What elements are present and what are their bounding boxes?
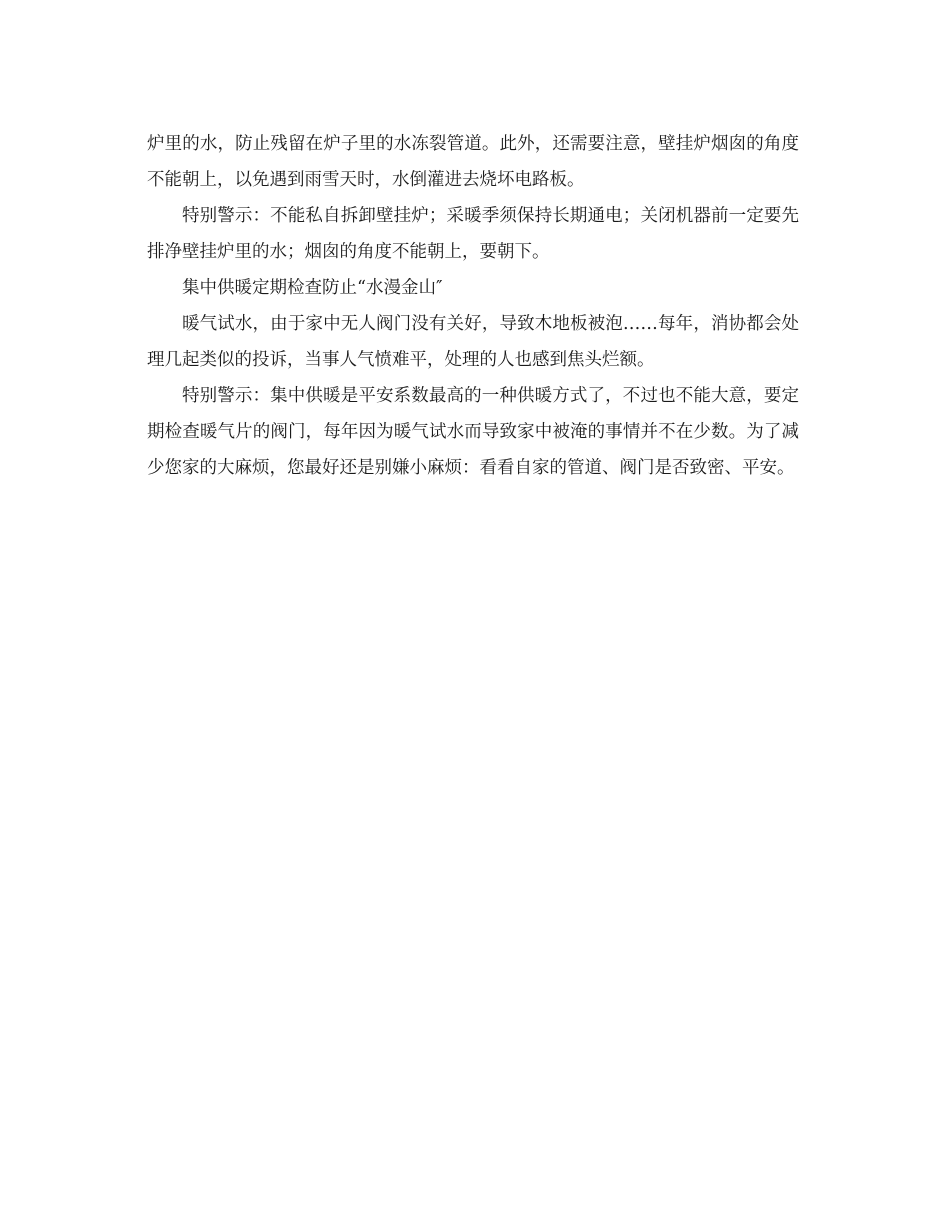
paragraph-continuation: 炉里的水，防止残留在炉子里的水冻裂管道。此外，还需要注意，壁挂炉烟囱的角度不能朝上，以免遇到雨雪天时，水倒灌进去烧坏电路板。 (147, 134, 799, 190)
paragraph-heating-test: 暖气试水，由于家中无人阀门没有关好，导致木地板被泡……每年，消协都会处理几起类似的投诉，当事人气愤难平，处理的人也感到焦头烂额。 (147, 314, 799, 370)
paragraph-warning-central-heating: 特别警示：集中供暖是平安系数最高的一种供暖方式了，不过也不能大意，要定期检查暖气片的阀门，每年因为暖气试水而导致家中被淹的事情并不在少数。为了减少您家的大麻烦，您最好还是别嫌小麻烦：看看自家的管道、阀门是否致密、平安。 (147, 386, 799, 478)
paragraph-warning-wall-boiler: 特别警示：不能私自拆卸壁挂炉；采暖季须保持长期通电；关闭机器前一定要先排净壁挂炉里的水；烟囱的角度不能朝上，要朝下。 (147, 206, 799, 262)
document-body (147, 126, 799, 486)
section-heading-central-heating: 集中供暖定期检查防止“水漫金山″ (182, 278, 443, 298)
